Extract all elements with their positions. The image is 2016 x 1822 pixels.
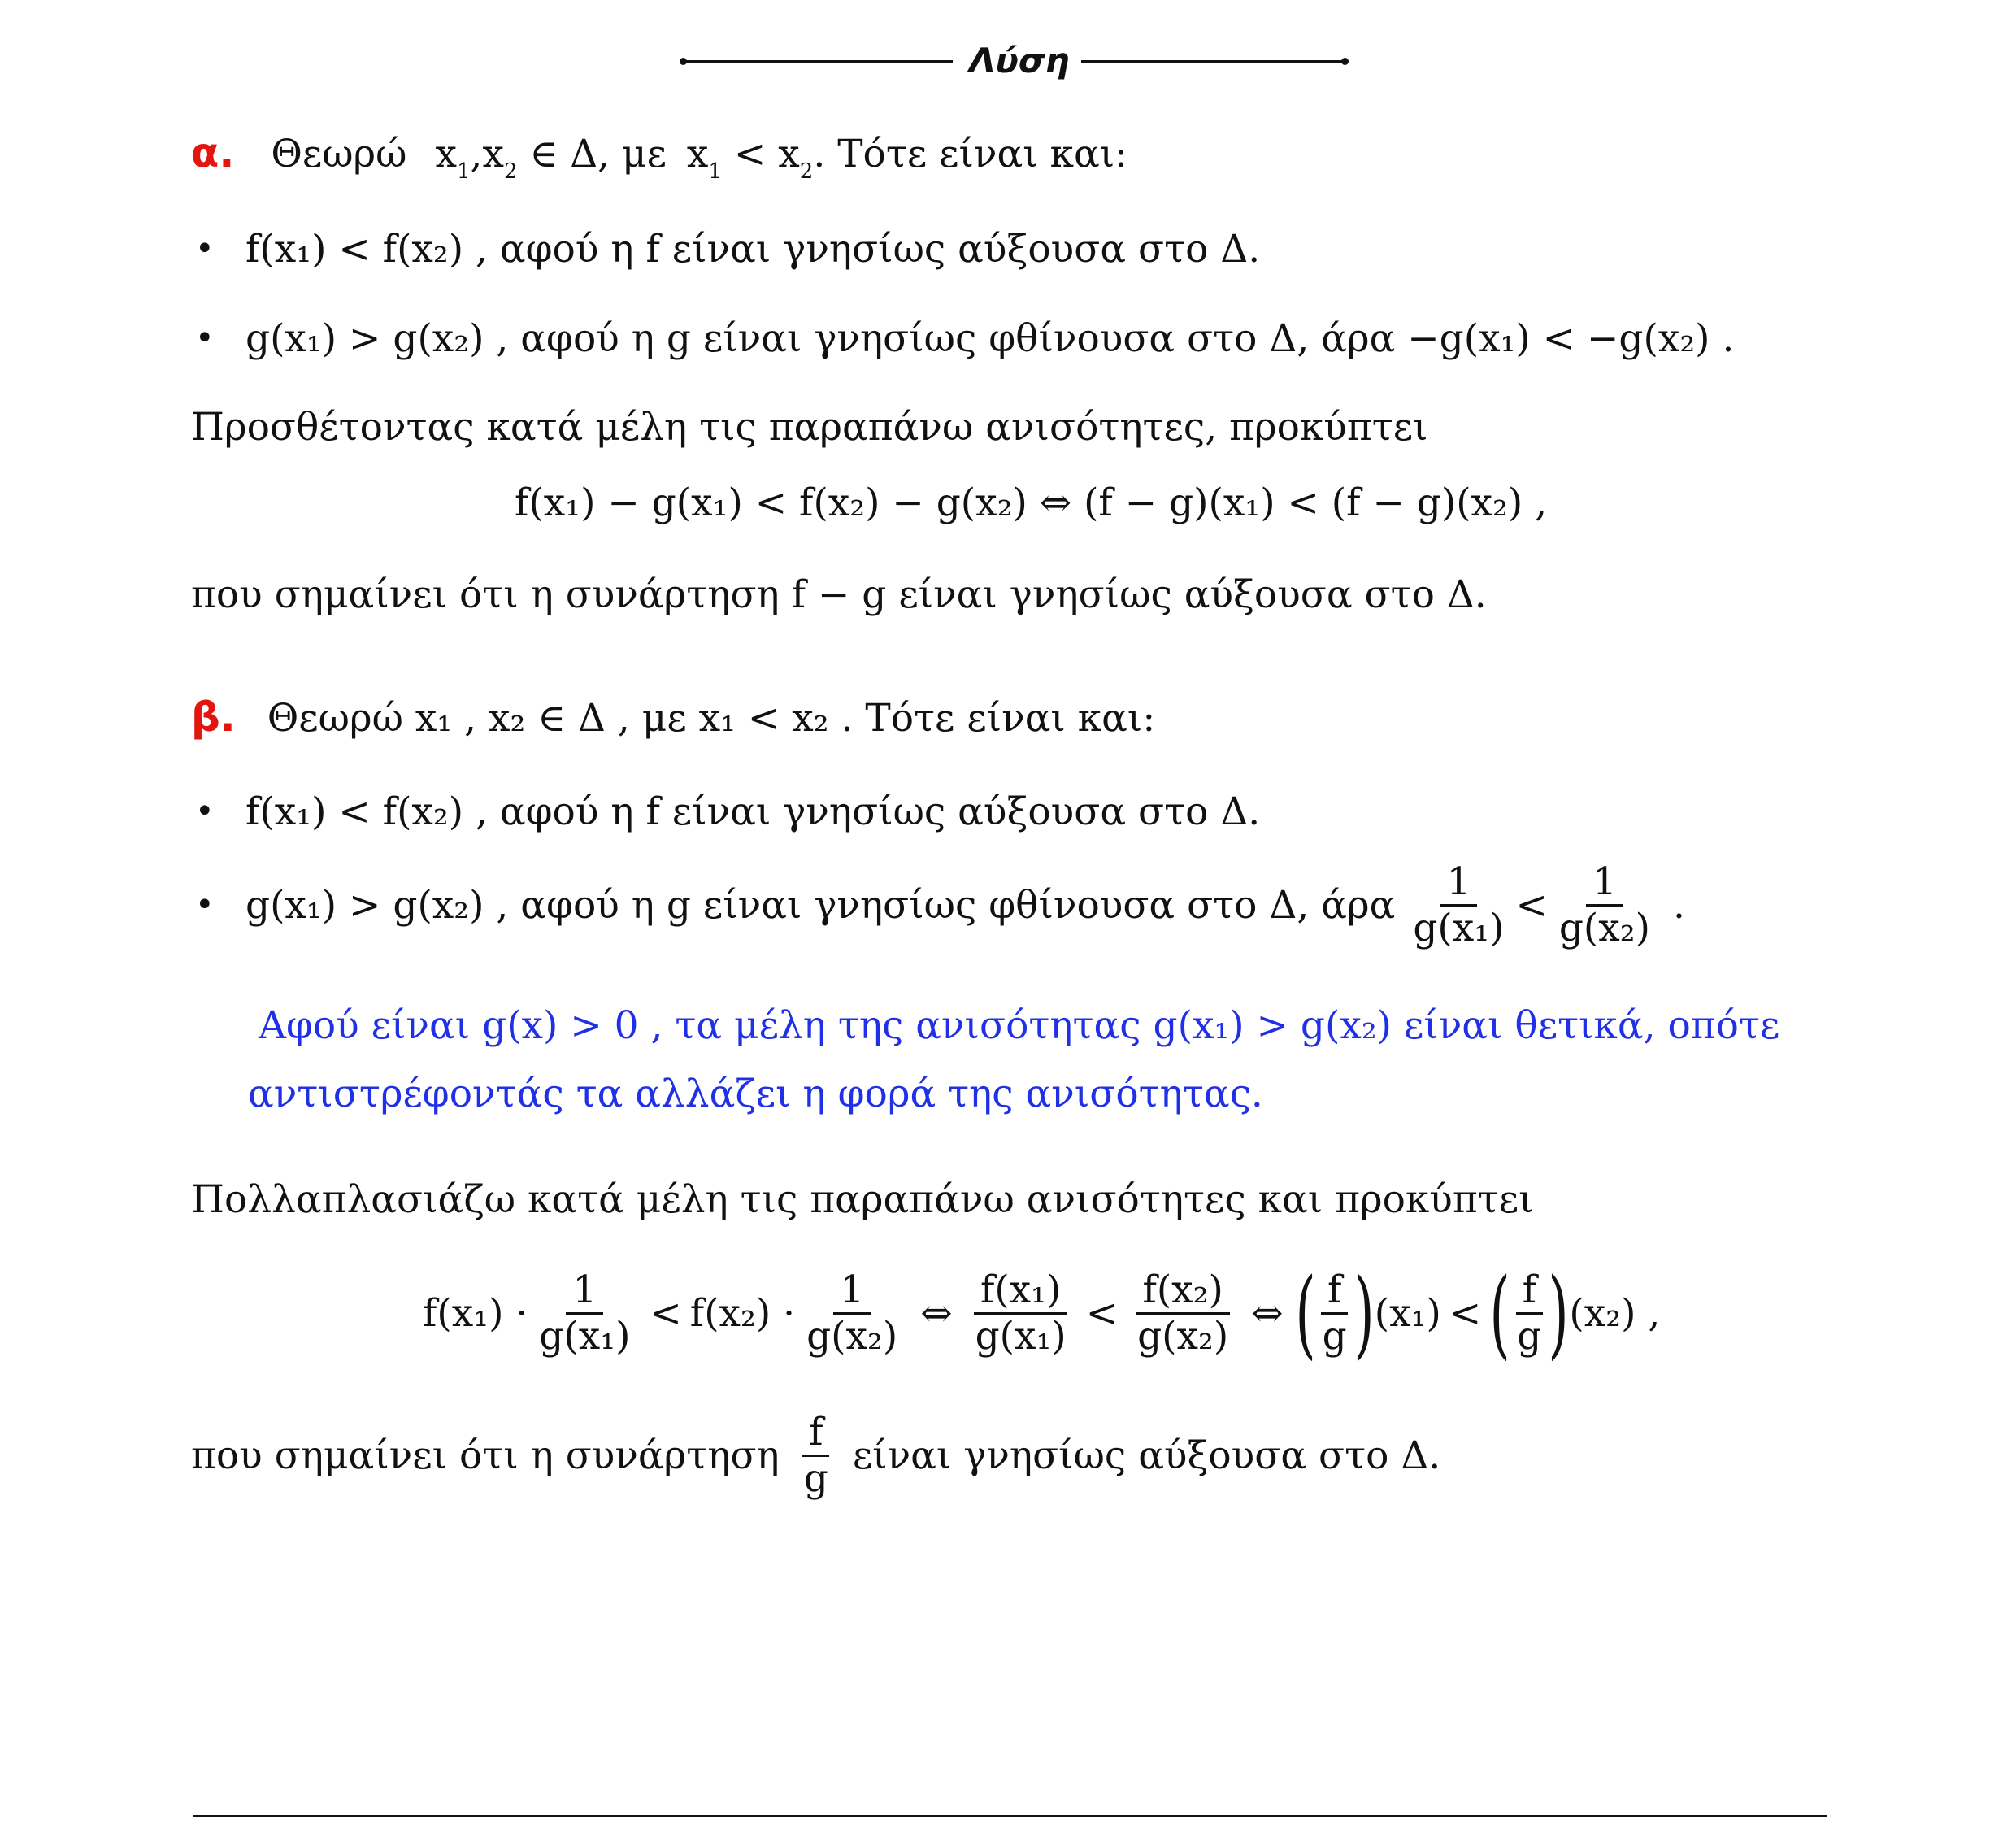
part-a-adding-text: Προσθέτοντας κατά μέλη τις παραπάνω ανισότητες, προκύπτει: [191, 405, 1428, 450]
part-b-intro-line: [191, 694, 1156, 741]
part-b-note-line-2: αντιστρέφοντάς τα αλλάζει η φορά της ανισότητας.: [248, 1072, 1263, 1116]
part-a-bullet-2: g(x₁) > g(x₂) , αφού η g είναι γνησίως φθίνουσα στο Δ, άρα −g(x₁) < −g(x₂) .: [245, 316, 1735, 361]
part-b-equation: f(x₁) · $\frac{1}{\text{g(x₁)}}$ < f(x₂) · $\frac{1}{\text{g(x₂)}}$ ⇔ $\frac{\text{f(x₁)}}{\text{g(x₁)}}$ < $\frac{\text{f(x₂)}}{\text{g(x₂)}}$ ⇔ ( $\frac{f}{g}$ ) (x₁) < ( $\frac{f}{g}$ ) (x₂) ,: [423, 1257, 1661, 1369]
part-b-bullet-2: [245, 852, 1685, 958]
part-a-bullet-1-dot: •: [195, 230, 215, 267]
part-a-lt: <: [733, 132, 767, 176]
part-b-bullet-2-dot: •: [195, 886, 215, 924]
part-a-me: , με: [597, 132, 667, 176]
part-b-conclusion-post: είναι γνησίως αύξουσα στο Δ.: [852, 1433, 1441, 1478]
part-a-in-delta: ∈ Δ: [529, 132, 598, 176]
header-right-rule: [1081, 60, 1345, 63]
part-b-bullet-1: f(x₁) < f(x₂) , αφού η f είναι γνησίως αύξουσα στο Δ.: [245, 789, 1261, 834]
header-left-rule: [684, 60, 953, 63]
part-a-x1: $x_1$: [435, 132, 471, 184]
part-a-marker: α.: [191, 129, 235, 176]
part-b-marker: β.: [191, 694, 236, 741]
part-b-bullet-2-end: .: [1672, 882, 1685, 928]
part-a-intro-line: α. Θεωρώ $x_1,x_2$ ∈ Δ, με $x_1 < x_2$. Τότε είναι και:: [191, 129, 1127, 184]
part-a-x2: $x_2$: [482, 132, 518, 184]
part-b-bullet-2-lt: <: [1515, 882, 1548, 928]
part-b-bullet-2-text: g(x₁) > g(x₂) , αφού η g είναι γνησίως φθίνουσα στο Δ, άρα: [245, 882, 1396, 928]
part-a-bullet-1: f(x₁) < f(x₂) , αφού η f είναι γνησίως αύξουσα στο Δ.: [245, 227, 1261, 272]
part-b-fraction-2: $\frac{1}{\text{g(x₂)}}$: [1558, 859, 1650, 950]
part-b-bullet-1-dot: •: [195, 793, 215, 830]
part-b-conclusion-fraction: $\frac{f}{g}$: [803, 1410, 828, 1501]
part-b-conclusion: [191, 1402, 1440, 1508]
part-a-equation: f(x₁) − g(x₁) < f(x₂) − g(x₂) ⇔ (f − g)(x₁) < (f − g)(x₂) ,: [515, 481, 1548, 525]
part-a-x2b: $x_2$: [778, 132, 814, 184]
footer-rule: [193, 1815, 1827, 1817]
part-b-fraction-1: $\frac{1}{\text{g(x₁)}}$: [1413, 859, 1505, 950]
header-title: Λύση: [969, 41, 1070, 80]
part-b-conclusion-pre: που σημαίνει ότι η συνάρτηση: [191, 1433, 780, 1478]
part-b-intro: Θεωρώ x₁ , x₂ ∈ Δ , με x₁ < x₂ . Τότε είναι και:: [267, 696, 1156, 741]
part-b-multiplying-text: Πολλαπλασιάζω κατά μέλη τις παραπάνω ανισότητες και προκύπτει: [191, 1177, 1534, 1222]
part-a-bullet-2-dot: •: [195, 320, 215, 357]
part-b-note-line-1: Αφού είναι g(x) > 0 , τα μέλη της ανισότητας g(x₁) > g(x₂) είναι θετικά, οπότε: [259, 1003, 1780, 1048]
header-right-dot: [1341, 58, 1349, 65]
part-a-conclusion: που σημαίνει ότι η συνάρτηση f − g είναι γνησίως αύξουσα στο Δ.: [191, 572, 1487, 617]
part-a-x1b: $x_1$: [686, 132, 722, 184]
part-a-intro-tail: . Τότε είναι και:: [813, 132, 1127, 176]
part-a-intro-word: Θεωρώ: [271, 132, 407, 176]
